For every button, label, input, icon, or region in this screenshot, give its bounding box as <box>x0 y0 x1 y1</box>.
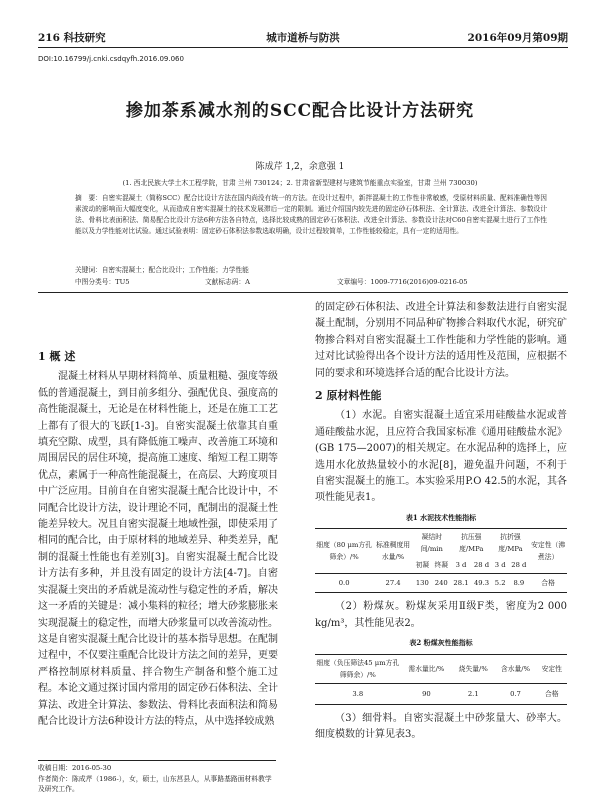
table-2-caption: 表2 粉煤灰性能指标 <box>409 638 473 648</box>
table-row <box>315 683 567 704</box>
doi: DOI:10.16799/j.cnki.csdqyfh.2016.09.060 <box>38 55 184 63</box>
journal-name: 城市道桥与防洪 <box>266 32 340 44</box>
th-28d-flex: 28 d <box>508 557 529 574</box>
left-column <box>38 347 278 730</box>
section-1-heading: 1 概 述 <box>38 350 76 363</box>
th-consistency: 标准稠度用水量/% <box>373 529 413 574</box>
issue-info: 2016年09月第09期 <box>467 32 568 44</box>
th-final: 终凝 <box>432 557 451 574</box>
th-compressive: 抗压强度/MPa <box>459 533 484 554</box>
table-1 <box>315 528 567 593</box>
cell: 合格 <box>541 579 555 588</box>
th-flexural: 抗折强度/MPa <box>498 533 523 554</box>
paragraph-aggregate: （3）细骨料。自密实混凝土中砂浆量大、砂率大。细度模数的计算见表3。 <box>315 712 567 740</box>
th-3d: 3 d <box>451 557 472 574</box>
table-2 <box>315 654 567 705</box>
th-fa-moisture: 含水量/% <box>494 654 536 683</box>
paragraph-flyash: （2）粉煤灰。粉煤灰采用Ⅱ级F类，密度为2 000 kg/m³，其性能见表2。 <box>315 601 567 629</box>
section-1-paragraph: 混凝土材料从早期材料简单、质量粗糙、强度等级低的普通混凝土，到目前多组分、强配优良、强度高的高性能混凝土，无论是在材料性能上，还是在施工工艺上都有了很大的飞跃[1-3]。自密实混凝土依靠其自重填充空隙、成型，具有降低施工噪声、改善施工环境和周围居民的居住环境，提高施工速度、缩短工程工期等优点，素属于一种高性能混凝土，在高层、大跨度项目中广泛应用。目前自在自密实混凝土配合比设计中，不同配合比设计方法，设计理论不同，配制出的混凝土性能差异较大。况且自密实混凝土地域性强，即使采用了相同的配合比，由于原材料的地域差异、种类差异，配制的混凝土性能也有差别[3]。自密实混凝土配合比设计方法有多种，并且没有固定的设计方法[4-7]。自密实混凝土突出的矛盾就是流动性与稳定性的矛盾，解决这一矛盾的关键是：减小集料的粒径；增大砂浆膨胀来实现混凝土的稳定性，而增大砂浆量可以改善流动性。这是自密实混凝土配合比设计的基本指导思想。在配制过程中，不仅要注重配合比设计方法之间的差异，更要严格控制原材料质量、拌合物生产制备和整个施工过程。本论文通过探讨国内常用的固定砂石体积法、全计算法、改进全计算法、参数法、骨料比表面积法和简易配合比设计方法6种设计方法的特点，从中选择较成熟 <box>38 371 278 727</box>
cell: 130 <box>415 579 429 588</box>
paragraph-cement: （1）水泥。自密实混凝土适宜采用硅酸盐水泥或普通硅酸盐水泥，且应符合我国家标准《通用硅酸盐水泥》(GB 175—2007)的相关规定。在水泥品种的选择上，应选用水化放热量较小的水泥[8]，避免温升问题，不利于自密实混凝土的施工。本实验采用P.O 42.5的水泥，其各项性能见表1。 <box>315 410 567 504</box>
cell: 90 <box>422 689 431 698</box>
th-initial: 初凝 <box>413 557 432 574</box>
th-28d: 28 d <box>471 557 492 574</box>
abstract: 摘 要：自密实混凝土（简称SCC）配合比设计方法在国内尚没有统一的方法。在设计过程中，新拌混凝土的工作性非常敏感，受原材料质量、配料准确性等因素波动的影响而大幅度变化，从而造成自密实混凝土的技术发展滞后一定的限制。通过介绍国内较先进的固定砂石体积法、全计算法、改进全计算法、参数设计法、骨料比表面积法、简易配合比设计方法6种方法各自特点，选择比较成熟的固定砂石体积法、改进全计算法、参数设计法对C60自密实混凝土进行了工作性能以及力学性能对比试验。通过试验表明：固定砂石体积法参数选取明确，设计过程较简单，工作性能较稳定，具有一定的适用性。 <box>75 194 547 235</box>
authors: 陈成芹 1,2，余意强 1 <box>255 162 345 172</box>
header-rule <box>38 47 568 48</box>
author-bio: 作者简介：陈成芹（1986-），女，硕士，山东莒县人，从事路基路面材料教学及研究工作。 <box>38 774 272 793</box>
clc-number: 中图分类号：TU5 <box>75 278 130 286</box>
th-setting: 凝结时间/min <box>420 533 443 554</box>
cell: 0.0 <box>338 579 350 588</box>
th-fa-soundness: 安定性 <box>537 654 567 683</box>
th-3d-flex: 3 d <box>492 557 509 574</box>
section-2-heading: 2 原材料性能 <box>315 389 382 403</box>
page-number-journal: 216 科技研究 <box>38 32 106 44</box>
cell: 240 <box>434 579 448 588</box>
classification-line <box>75 276 547 287</box>
paragraph-continuation: 的固定砂石体积法、改进全计算法和参数法进行自密实混凝土配制，分别用不同品种矿物掺合料取代水泥，研究矿物掺合料对自密实混凝土工作性能和力学性能的影响。通过对比试验得出各个设计方法的适用性及范围，应根据不同的要求和环境选择合适的配合比设计方法。 <box>315 302 567 379</box>
table-1-caption: 表1 水泥技术性能指标 <box>405 512 477 522</box>
cell: 2.1 <box>467 689 479 698</box>
cell: 27.4 <box>385 579 401 588</box>
cell: 3.8 <box>352 689 364 698</box>
cell: 合格 <box>545 689 559 698</box>
th-fa-loss: 烧失量/% <box>452 654 494 683</box>
keywords: 关键词：自密实混凝土；配合比设计；工作性能；力学性能 <box>75 266 249 274</box>
footnote <box>38 760 276 795</box>
affiliation: (1. 西北民族大学土木工程学院，甘肃 兰州 730124；2. 甘肃省新型建材与建筑节能重点实验室，甘肃 兰州 730030) <box>122 179 478 187</box>
cell: 0.7 <box>510 689 521 698</box>
cell: 8.9 <box>513 579 525 588</box>
running-header <box>38 30 568 46</box>
cell: 28.1 <box>453 579 469 588</box>
th-fineness: 细度（80 μm方孔筛余）/% <box>315 529 373 574</box>
table-row <box>315 574 567 593</box>
article-number: 文章编号：1009-7716(2016)09-0216-05 <box>337 278 468 286</box>
cell: 5.2 <box>494 579 506 588</box>
th-soundness: 安定性（沸煮法） <box>529 529 567 574</box>
document-code: 文献标志码：A <box>205 278 250 286</box>
paper-title: 掺加茶系减水剂的SCC配合比设计方法研究 <box>125 101 475 121</box>
th-fa-water: 需水量比/% <box>401 654 452 683</box>
cell: 49.3 <box>473 579 490 588</box>
abstract-rule <box>38 292 568 293</box>
th-fa-fineness: 细度（负压筛法45 μm方孔筛筛余）/% <box>315 654 401 683</box>
right-column <box>315 300 567 743</box>
received-date: 收稿日期：2016-05-30 <box>38 764 112 772</box>
